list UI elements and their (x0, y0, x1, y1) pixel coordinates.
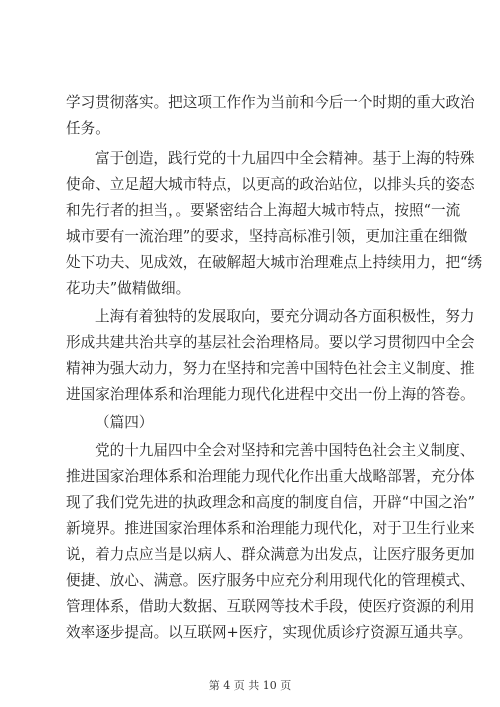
text-line: 处下功夫、见成效，在破解超大城市治理难点上持续用力，把“绣 (66, 254, 483, 271)
paragraph-first-line: 富于创造，践行党的十九届四中全会精神。基于上海的特殊 (95, 150, 475, 167)
paragraph-first-line: 上海有着独特的发展取向，要充分调动各方面积极性，努力 (95, 308, 475, 325)
text-line: 说，着力点应当是以病人、群众满意为出发点，让医疗服务更加 (66, 546, 475, 563)
text-line: 花功夫”做精做细。 (66, 280, 191, 297)
text-line: 学习贯彻落实。把这项工作作为当前和今后一个时期的重大政治 (66, 94, 475, 111)
text-line: 管理体系，借助大数据、互联网等技术手段，使医疗资源的利用 (66, 598, 475, 615)
text-line: 任务。 (66, 120, 110, 137)
text-line: 精神为强大动力，努力在坚持和完善中国特色社会主义制度、推 (66, 360, 475, 377)
text-line: 城市要有一流治理”的要求，坚持高标准引领，更加注重在细微 (66, 228, 468, 245)
text-line: 使命、立足超大城市特点，以更高的政治站位，以排头兵的姿态 (66, 176, 475, 193)
text-line: 和先行者的担当，。要紧密结合上海超大城市特点，按照“一流 (66, 202, 461, 219)
text-line: 新境界。推进国家治理体系和治理能力现代化，对于卫生行业来 (66, 520, 475, 537)
text-line: 推进国家治理体系和治理能力现代化作出重大战略部署，充分体 (66, 468, 475, 485)
text-line: 进国家治理体系和治理能力现代化进程中交出一份上海的答卷。 (66, 386, 475, 403)
page-number-footer: 第 4 页 共 10 页 (208, 679, 292, 692)
section-heading: （篇四） (95, 414, 154, 431)
text-line: 效率逐步提高。以互联网+医疗，实现优质诊疗资源互通共享。 (66, 624, 473, 641)
text-line: 便捷、放心、满意。医疗服务中应充分利用现代化的管理模式、 (66, 572, 475, 589)
text-line: 形成共建共治共享的基层社会治理格局。要以学习贯彻四中全会 (66, 334, 475, 351)
text-line: 现了我们党先进的执政理念和高度的制度自信，开辟“中国之治” (66, 494, 475, 511)
paragraph-first-line: 党的十九届四中全会对坚持和完善中国特色社会主义制度、 (95, 442, 475, 459)
